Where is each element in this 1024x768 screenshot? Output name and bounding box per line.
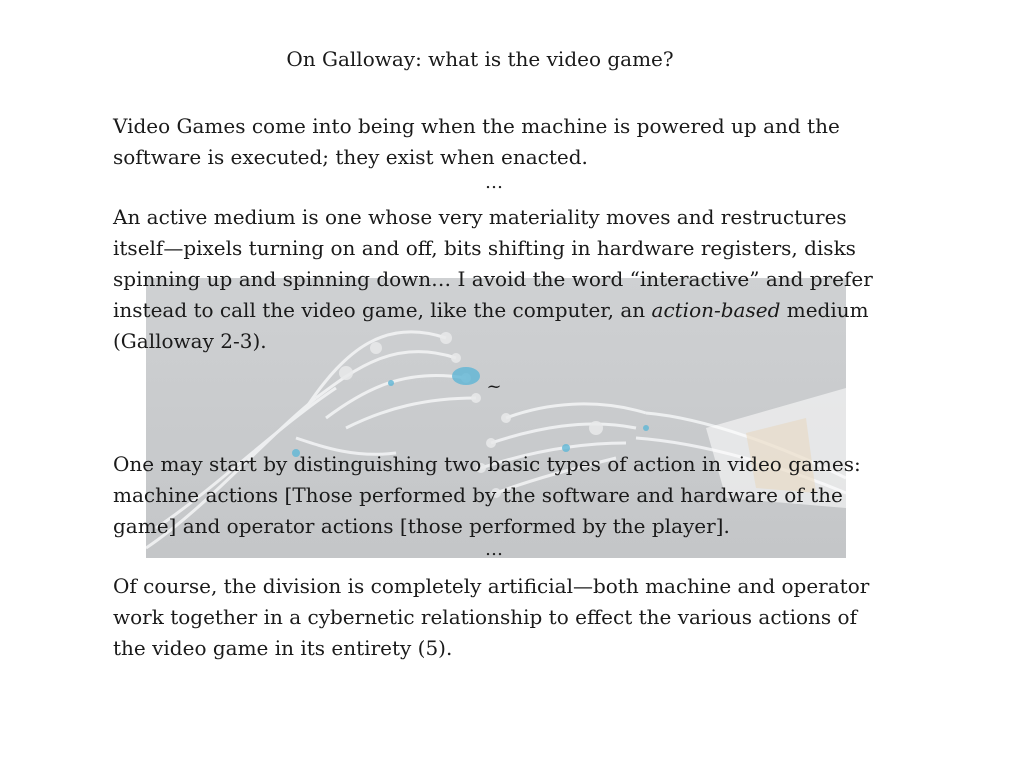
- paragraph-active-medium-text: An active medium is one whose very materiality moves and restructures itself—pixels turning on and off, bits shifting in hardware registers, disks spinning up and spinning down… I avoid the word “interactive” and prefer instead to call the video game, like the computer, an: [113, 205, 873, 322]
- slide-title: On Galloway: what is the video game?: [286, 47, 674, 71]
- paragraph-active-medium: [113, 202, 883, 357]
- paragraph-action-types: One may start by distinguishing two basic types of action in video games: machine actions [Those performed by the software and hardware of the game] and operator actions [those performed by the player].: [113, 452, 861, 538]
- paragraph-cybernetic: Of course, the division is completely artificial—both machine and operator work together in a cybernetic relationship to effect the various actions of the video game in its entirety (5).: [113, 574, 870, 660]
- tilde-separator: ~: [486, 376, 502, 397]
- paragraph-enacted: Video Games come into being when the machine is powered up and the software is executed; they exist when enacted.: [113, 114, 840, 169]
- ellipsis-separator: …: [485, 172, 503, 193]
- paragraph-active-medium-citation: medium (Galloway 2-3).: [113, 298, 869, 353]
- ellipsis-separator-2: …: [485, 539, 503, 560]
- paragraph-emphasis-action-based: action-based: [651, 298, 781, 322]
